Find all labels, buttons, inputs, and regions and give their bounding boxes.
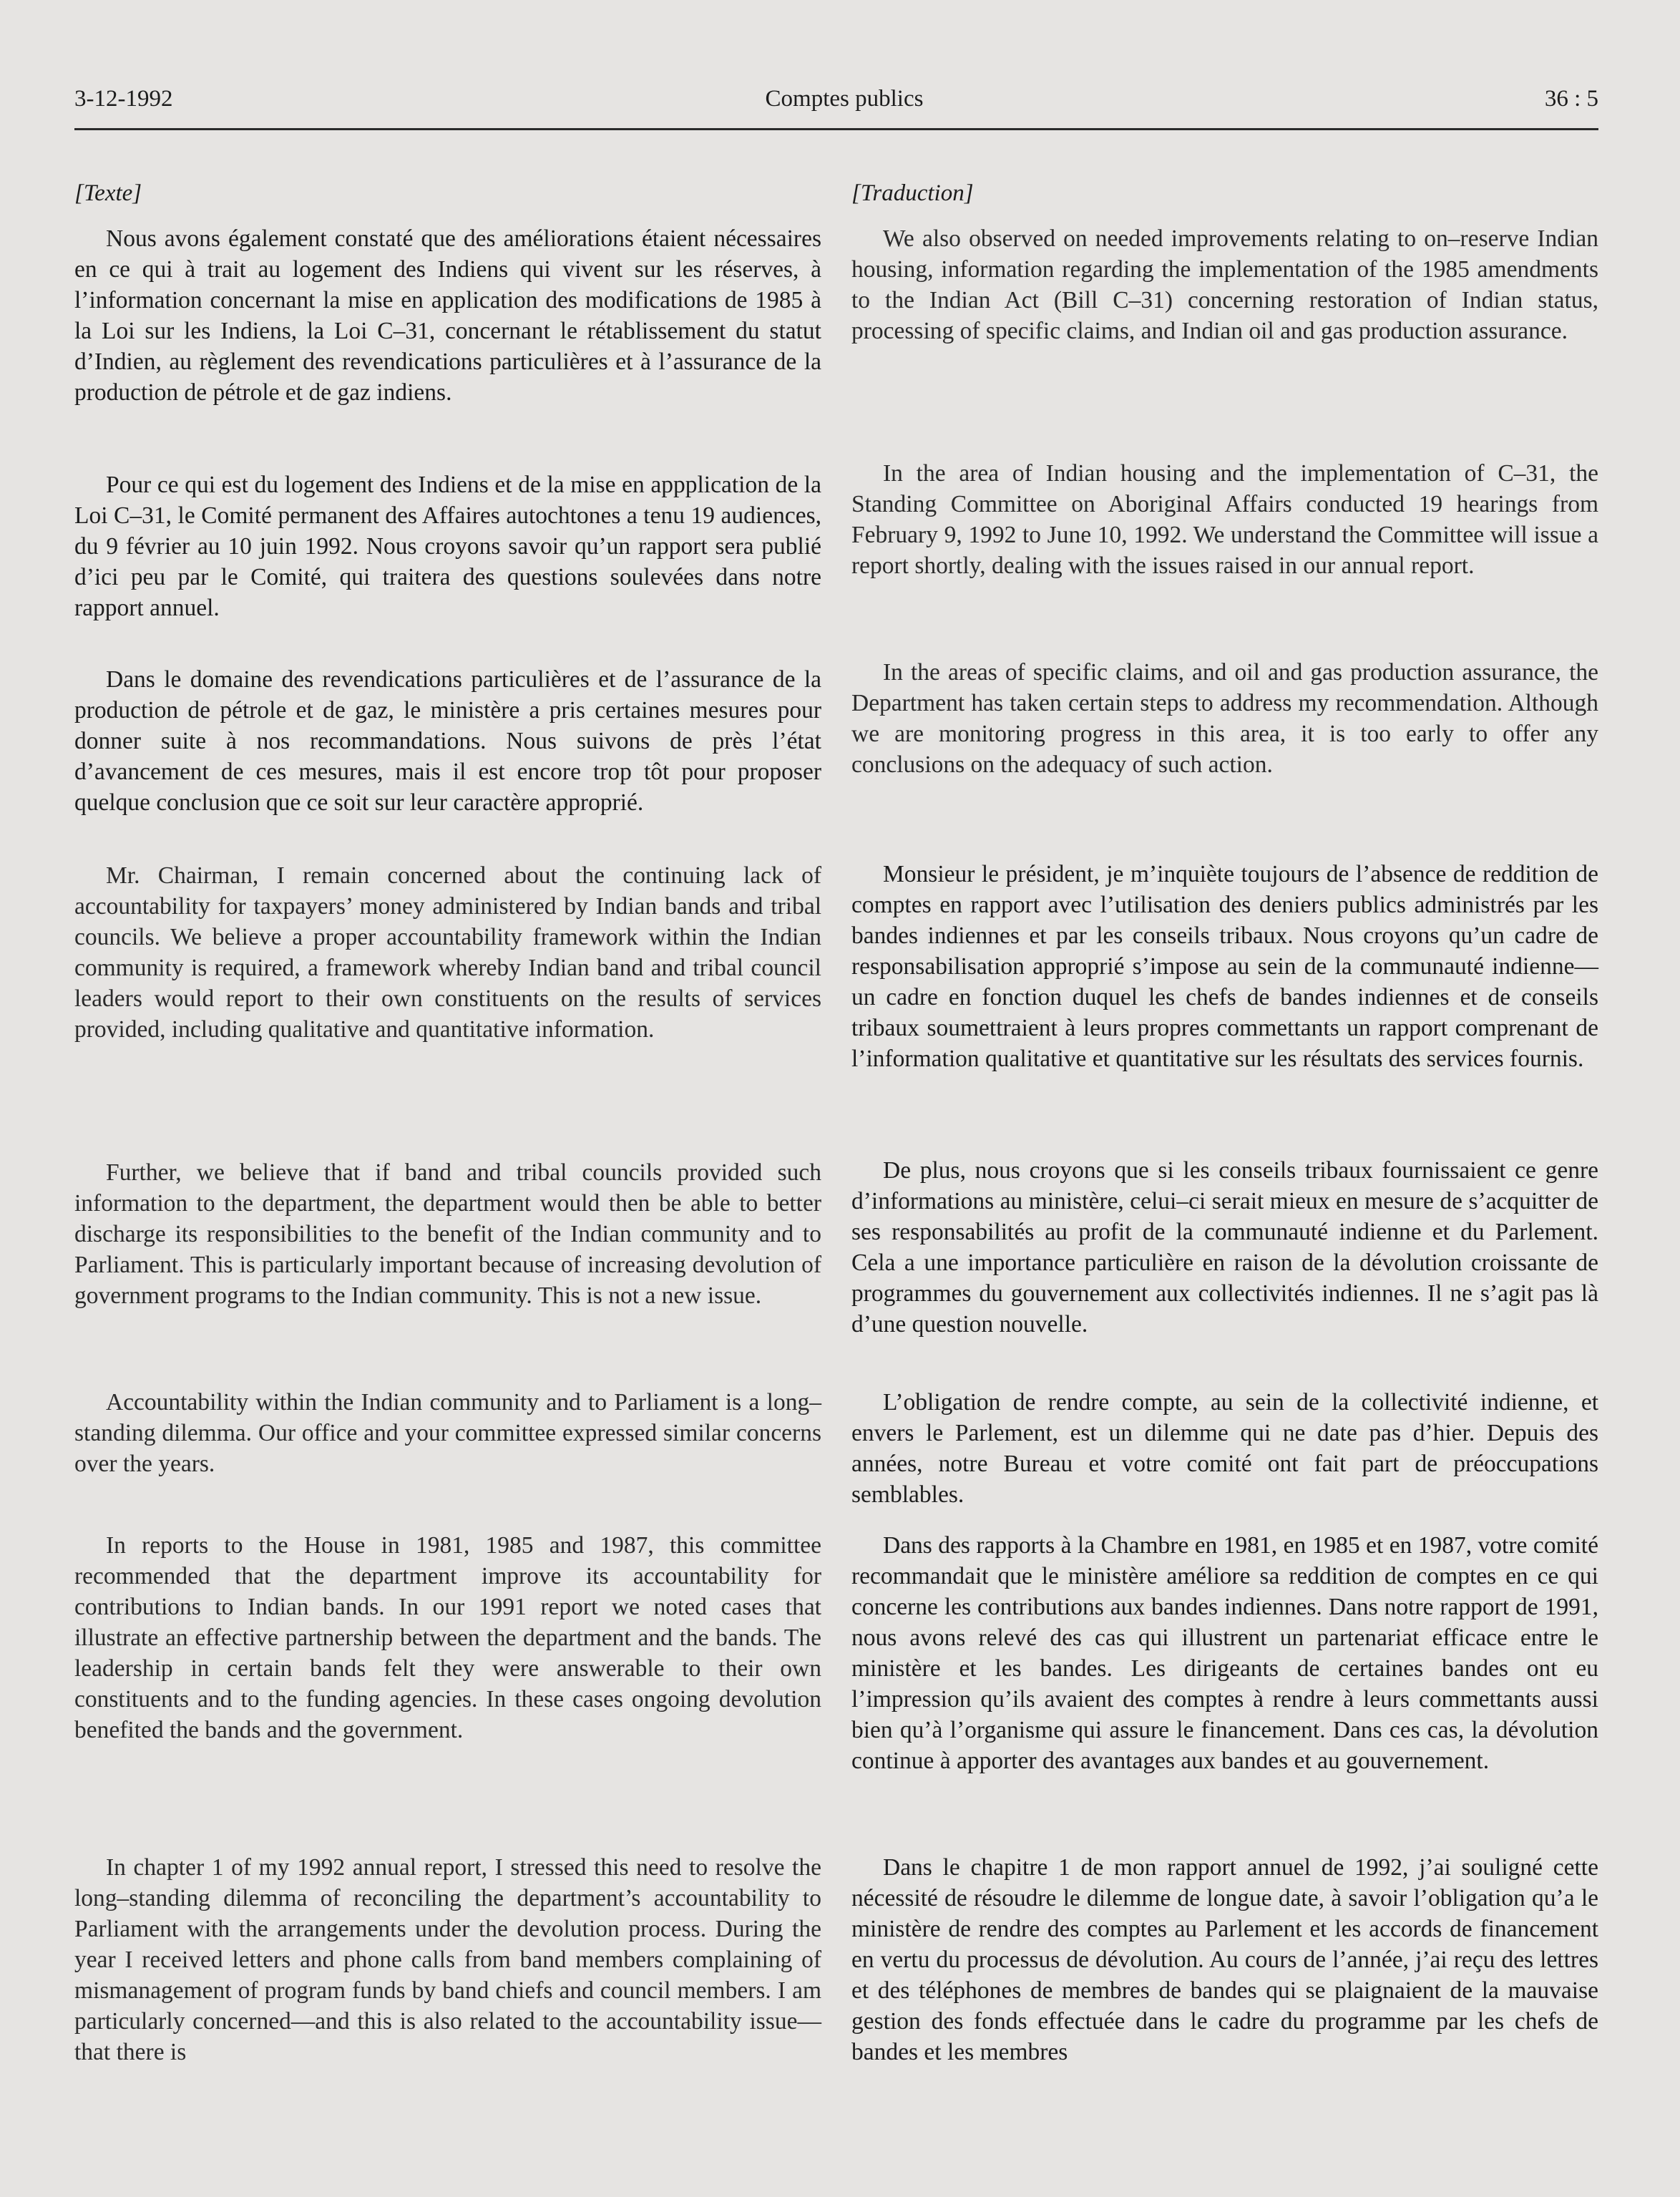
- header-date: 3-12-1992: [74, 86, 173, 112]
- header-page-number: 36 : 5: [1544, 86, 1598, 112]
- header-rule: [74, 128, 1598, 130]
- left-paragraph-2: Pour ce qui est du logement des Indiens et de la mise en appplication de la Loi C–31, le Comité permanent des Affaires autochtones a tenu 19 audiences, du 9 février au 10 juin 1992. Nous croyons savoir qu’un rapport sera publié d’ici peu par le Comité, qui traitera des questions soulevées dans notre rapport annuel.: [74, 472, 821, 621]
- right-column-label: [Traduction]: [851, 180, 974, 206]
- right-paragraph-5: De plus, nous croyons que si les conseils tribaux fournissaient ce genre d’informations au ministère, celui–ci serait mieux en mesure de s’acquitter de ses responsabilités au profit de la communauté indienne et du Parlement. Cela a une importance particulière en raison de la dévolution croissante de programmes du gouvernement aux collectivités indiennes. Il ne s’agit pas là d’une question nouvelle.: [851, 1157, 1598, 1338]
- left-paragraph-4: Mr. Chairman, I remain concerned about the continuing lack of accountability for taxpayers’ money administered by Indian bands and tribal councils. We believe a proper accountability framework within the Indian community is required, a framework whereby Indian band and tribal council leaders would report to their own constituents on the results of services provided, including qualitative and quantitative information.: [74, 862, 821, 1043]
- left-paragraph-1: Nous avons également constaté que des améliorations étaient nécessaires en ce qui à trait au logement des Indiens qui vivent sur les réserves, à l’information concernant la mise en application des modifications de 1985 à la Loi sur les Indiens, la Loi C–31, concernant le rétablissement du statut d’Indien, au règlement des revendications particulières et à l’assurance de la production de pétrole et de gaz indiens.: [74, 225, 821, 406]
- left-paragraph-8: In chapter 1 of my 1992 annual report, I stressed this need to resolve the long–standing dilemma of reconciling the department’s accountability to Parliament with the arrangements under the devolution process. During the year I received letters and phone calls from band members complaining of mismanagement of program funds by band chiefs and council members. I am particularly concerned—and this is also related to the accountability issue—that there is: [74, 1854, 821, 2065]
- right-paragraph-3: In the areas of specific claims, and oil and gas production assurance, the Department has taken certain steps to address my recommendation. Although we are monitoring progress in this area, it is too early to offer any conclusions on the adequacy of such action.: [851, 659, 1598, 778]
- right-paragraph-7: Dans des rapports à la Chambre en 1981, en 1985 et en 1987, votre comité recommandait que le ministère améliore sa reddition de comptes en ce qui concerne les contributions aux bandes indiennes. Dans notre rapport de 1991, nous avons relevé des cas qui illustrent un partenariat efficace entre le ministère et les bandes. Les dirigeants de certaines bandes ont eu l’impression qu’ils avaient des comptes à rendre à leurs commettants aussi bien qu’à l’organisme qui assure le financement. Dans ces cas, la dévolution continue à apporter des avantages aux bandes et au gouvernement.: [851, 1532, 1598, 1774]
- left-column-label: [Texte]: [74, 180, 142, 206]
- right-paragraph-6: L’obligation de rendre compte, au sein de la collectivité indienne, et envers le Parlement, est un dilemme qui ne date pas d’hier. Depuis des années, notre Bureau et votre comité ont fait part de préoccupations semblables.: [851, 1389, 1598, 1508]
- left-paragraph-7: In reports to the House in 1981, 1985 and 1987, this committee recommended that the department improve its accountability for contributions to Indian bands. In our 1991 report we noted cases that illustrate an effective partnership between the department and the bands. The leadership in certain bands felt they were answerable to their own constituents and to the funding agencies. In these cases ongoing devolution benefited the bands and the government.: [74, 1532, 821, 1743]
- left-paragraph-6: Accountability within the Indian community and to Parliament is a long–standing dilemma. Our office and your committee expressed similar concerns over the years.: [74, 1389, 821, 1477]
- left-paragraph-3: Dans le domaine des revendications particulières et de l’assurance de la production de pétrole et de gaz, le ministère a pris certaines mesures pour donner suite à nos recommandations. Nous suivons de près l’état d’avancement de ces mesures, mais il est encore trop tôt pour proposer quelque conclusion que ce soit sur leur caractère approprié.: [74, 666, 821, 816]
- right-paragraph-1: We also observed on needed improvements relating to on–reserve Indian housing, information regarding the implementation of the 1985 amendments to the Indian Act (Bill C–31) concerning restoration of Indian status, processing of specific claims, and Indian oil and gas production assurance.: [851, 225, 1598, 344]
- right-paragraph-2: In the area of Indian housing and the implementation of C–31, the Standing Committee on Aboriginal Affairs conducted 19 hearings from February 9, 1992 to June 10, 1992. We understand the Committee will issue a report shortly, dealing with the issues raised in our annual report.: [851, 460, 1598, 579]
- right-paragraph-8: Dans le chapitre 1 de mon rapport annuel de 1992, j’ai souligné cette nécessité de résoudre le dilemme de longue date, à savoir l’obligation qu’a le ministère de rendre des comptes au Parlement et les accords de financement en vertu du processus de dévolution. Au cours de l’année, j’ai reçu des lettres et des téléphones de membres de bandes qui se plaignaient de la mauvaise gestion des fonds effectuée dans le cadre du programme par les chefs de bandes et les membres: [851, 1854, 1598, 2065]
- left-paragraph-5: Further, we believe that if band and tribal councils provided such information to the department, the department would then be able to better discharge its responsibilities to the benefit of the Indian community and to Parliament. This is particularly important because of increasing devolution of government programs to the Indian community. This is not a new issue.: [74, 1159, 821, 1309]
- header-title: Comptes publics: [765, 86, 924, 112]
- right-paragraph-4: Monsieur le président, je m’inquiète toujours de l’absence de reddition de comptes en rapport avec l’utilisation des deniers publics administrés par les bandes indiennes et par les conseils tribaux. Nous croyons qu’un cadre de responsabilisation approprié s’impose au sein de la communauté indienne—un cadre en fonction duquel les chefs de bandes indiennes et de conseils tribaux soumettraient à leurs propres commettants un rapport comprenant de l’information qualitative et quantitative sur les résultats des services fournis.: [851, 861, 1598, 1072]
